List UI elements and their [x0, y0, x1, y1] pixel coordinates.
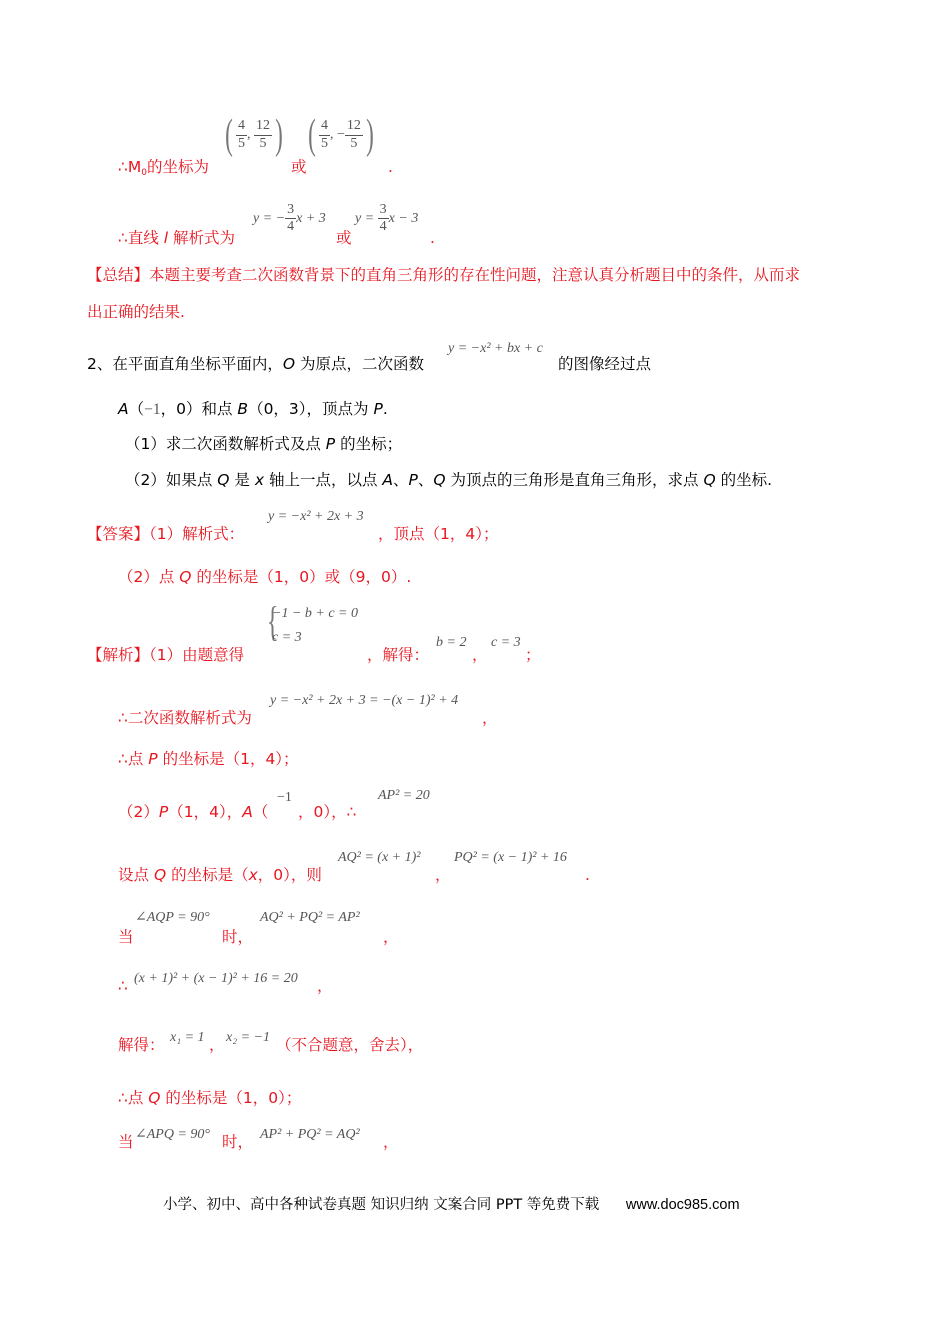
summary-line-2: 出正确的结果. [87, 303, 185, 321]
solution-line-9: ∴点 Q 的坐标是（1，0）； [118, 1089, 302, 1107]
q2-line-1: 2、在平面直角坐标平面内，O 为原点，二次函数 [87, 355, 425, 373]
line-eq-1: y = − $\frac{3}{4}$ x + 3 [253, 202, 326, 235]
angle-aqp: ∠AQP = 90° [135, 910, 210, 925]
page-footer [163, 1193, 740, 1214]
footer-text: 小学、初中、高中各种试卷真题 知识归纳 文案合同 PPT 等免费下载 [163, 1197, 600, 1213]
x2-value: x₂ = −1 [226, 1030, 270, 1045]
or-word-2: 或 [336, 229, 352, 247]
comma-3: ， [435, 866, 451, 884]
footer-link[interactable]: www.doc985.com [625, 1197, 740, 1213]
rejected-note: （不合题意，舍去）， [276, 1036, 424, 1054]
period-3: . [585, 866, 590, 884]
solve-line: 解得： [118, 1036, 165, 1054]
when-2: 当 [118, 1133, 134, 1151]
neg-one: −1 [277, 790, 292, 805]
solution-line-4: （2）P（1，4），A（ [118, 803, 269, 821]
comma-6: ， [209, 1036, 225, 1054]
q2-part-2: （2）如果点 Q 是 x 轴上一点，以点 A、P、Q 为顶点的三角形是直角三角形，求点 Q 的坐标. [125, 471, 773, 489]
m0-line: $\therefore M_0$的坐标为 [118, 158, 209, 178]
solution-line-2: ∴二次函数解析式为 [118, 709, 252, 727]
semicolon-1: ； [525, 646, 541, 664]
solution-line-1: 【解析】（1）由题意得 [87, 646, 245, 664]
pq-squared: PQ² = (x − 1)² + 16 [454, 850, 567, 865]
b-value: b = 2 [436, 635, 467, 650]
comma-5: ， [317, 977, 333, 995]
therefore-1: ∴ [118, 977, 128, 995]
answer-line-1: 【答案】（1）解析式： [87, 525, 245, 543]
comma-2: ， [482, 709, 498, 727]
solution-line-4-b: ，0），∴ [298, 803, 357, 821]
period-2: . [430, 229, 435, 247]
answer-vertex: ，顶点（1，4）； [378, 525, 499, 543]
line-eq-2: y = $\frac{3}{4}$ x − 3 [355, 202, 419, 235]
q2-line-2: A（−1，0）和点 B（0，3），顶点为 P. [118, 400, 388, 418]
q2-line-1-end: 的图像经过点 [558, 355, 652, 373]
answer-line-2: （2）点 Q 的坐标是（1，0）或（9，0）. [118, 568, 412, 586]
pythagoras-2: AP² + PQ² = AQ² [260, 1127, 360, 1142]
when-2-b: 时， [222, 1133, 254, 1151]
line-l-label: ∴直线 l 解析式为 [118, 229, 236, 247]
comma-7: ， [383, 1133, 399, 1151]
answer-equation: y = −x² + 2x + 3 [268, 509, 364, 524]
or-word-1: 或 [291, 158, 307, 176]
when-1-b: 时， [222, 928, 254, 946]
period-1: . [388, 158, 393, 176]
vertex-form-equation: y = −x² + 2x + 3 = −(x − 1)² + 4 [270, 693, 459, 708]
comma-4: ， [383, 928, 399, 946]
solve-label: ，解得： [367, 646, 430, 664]
pythagoras-1: AQ² + PQ² = AP² [260, 910, 360, 925]
c-value: c = 3 [491, 635, 521, 650]
summary-line-1: 【总结】本题主要考查二次函数背景下的直角三角形的存在性问题，注意认真分析题目中的条件，从而求 [87, 266, 801, 284]
ap-squared: AP² = 20 [378, 788, 430, 803]
solution-line-5: 设点 Q 的坐标是（x，0），则 [118, 866, 322, 884]
solution-line-3: ∴点 P 的坐标是（1，4）； [118, 750, 299, 768]
q2-equation: y = −x² + bx + c [448, 341, 543, 356]
angle-apq: ∠APQ = 90° [135, 1127, 210, 1142]
x1-value: x₁ = 1 [170, 1030, 205, 1045]
sum-equation: (x + 1)² + (x − 1)² + 16 = 20 [134, 971, 298, 986]
when-1: 当 [118, 928, 134, 946]
q2-part-1: （1）求二次函数解析式及点 P 的坐标； [125, 435, 403, 453]
comma-1: ， [472, 646, 488, 664]
m0-point-1: ( $\frac{4}{5}$ , $\frac{12}{5}$ ) [225, 112, 283, 158]
aq-squared: AQ² = (x + 1)² [338, 850, 421, 865]
m0-point-2: ( $\frac{4}{5}$ , − $\frac{12}{5}$ ) [308, 112, 374, 158]
